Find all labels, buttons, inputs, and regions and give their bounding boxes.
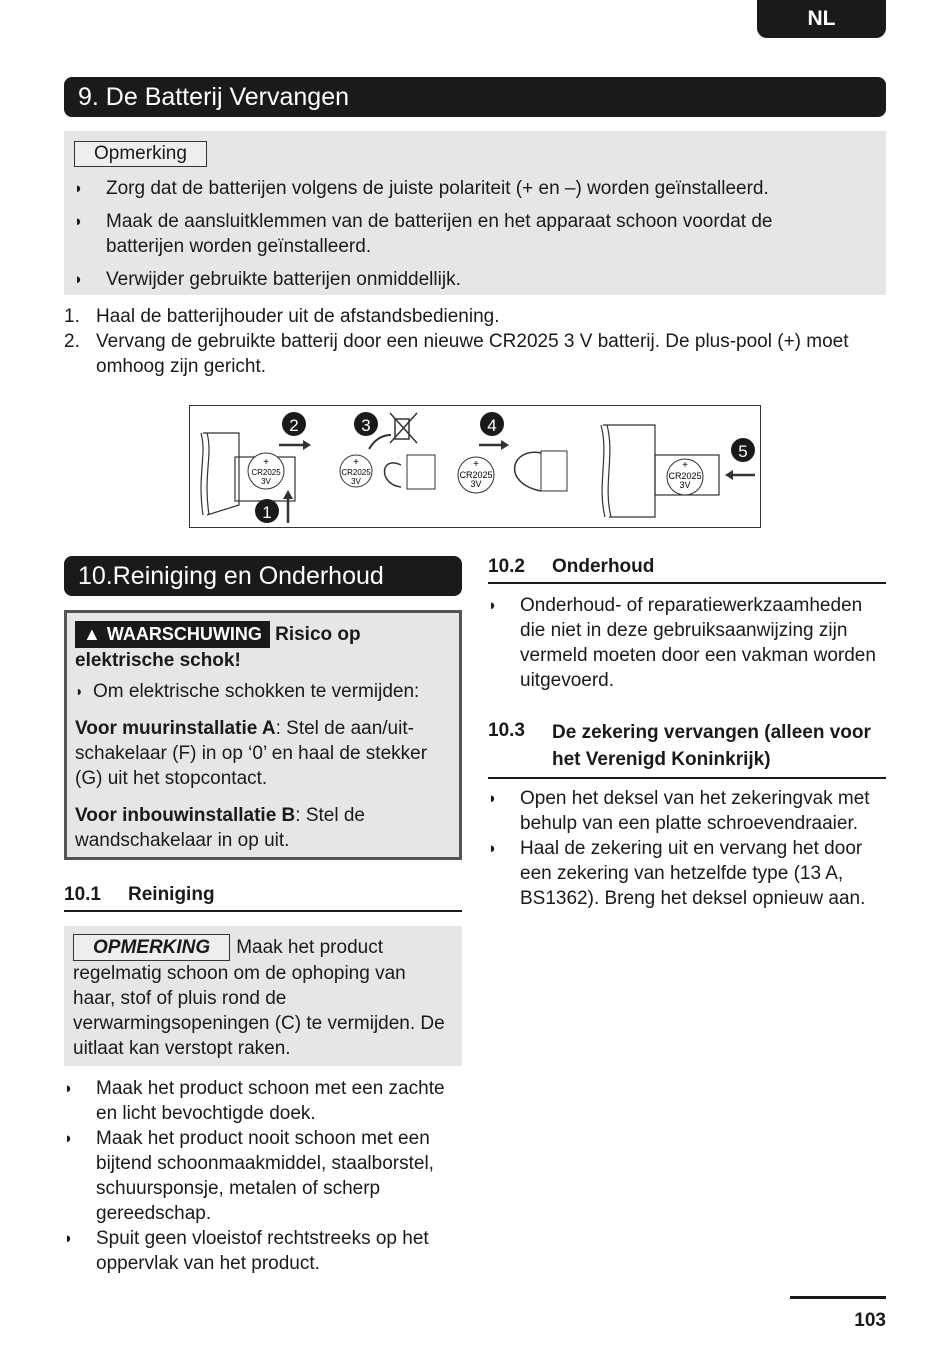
warning-title: Risico op elektrische schok! — [75, 624, 361, 671]
maintenance-item: ◗ Onderhoud- of reparatiewerkzaamheden die niet in deze gebruiksaanwijzing zijn vermeld moeten door een vakman worden uitgevoerd. — [488, 593, 886, 693]
cleaning-note-text: Maak het product regelmatig schoon om de ophoping van haar, stof of pluis rond de verwarmingsopeningen (C) te vermijden. De uitlaat kan verstopt raken. — [73, 937, 445, 1059]
maintenance-list — [488, 593, 886, 693]
callout-3-label: 3 — [361, 416, 371, 435]
battery-steps — [64, 304, 886, 379]
warning-icon: ▲ — [83, 624, 101, 644]
note-item: ◗ Verwijder gebruikte batterijen onmiddellijk. — [74, 267, 844, 292]
fuse-item: ◗ Haal de zekering uit en vervang het door een zekering van hetzelfde type (13 A, BS1362). Breng het deksel opnieuw aan. — [488, 836, 886, 911]
page-number: 103 — [854, 1310, 886, 1331]
subsection-10-2-heading — [488, 556, 886, 584]
plus-sign: + — [682, 460, 688, 471]
section-10-title: 10.Reiniging en Onderhoud — [64, 556, 462, 596]
section-9-note-box — [64, 131, 886, 295]
battery-voltage: 3V — [351, 477, 361, 486]
note-label: OPMERKING — [73, 934, 230, 961]
step-number: 2. — [64, 331, 80, 352]
step-number: 1. — [64, 306, 80, 327]
subsection-number: 10.3 — [488, 720, 525, 741]
subsection-number: 10.2 — [488, 556, 525, 577]
warning-box — [64, 610, 462, 860]
step-item — [64, 304, 886, 329]
plus-sign: + — [263, 457, 269, 468]
subsection-10-3-heading — [488, 720, 886, 779]
battery-replacement-figure — [189, 405, 761, 528]
language-tab: NL — [757, 0, 886, 38]
plus-sign: + — [473, 459, 479, 470]
battery-voltage: 3V — [261, 477, 271, 486]
builtin-installation-body: : Stel de wandschakelaar in op uit. — [75, 805, 365, 851]
wall-installation-text — [75, 716, 451, 791]
subsection-title: Reiniging — [128, 884, 215, 905]
note-item: ◗ Zorg dat de batterijen volgens de juiste polariteit (+ en –) worden geïnstalleerd. — [74, 176, 844, 201]
callout-5-label: 5 — [738, 442, 748, 461]
note-item: ◗ Maak de aansluitklemmen van de batterijen en het apparaat schoon voordat de batterijen worden geïnstalleerd. — [74, 209, 844, 259]
cleaning-item: ◗ Maak het product nooit schoon met een bijtend schoonmaakmiddel, staalborstel, schuursponsje, metalen of scherp gereedschap. — [64, 1126, 462, 1226]
step-text: Vervang de gebruikte batterij door een nieuwe CR2025 3 V batterij. De plus-pool (+) moet omhoog zijn gericht. — [96, 331, 849, 377]
builtin-installation-label: Voor inbouwinstallatie B — [75, 805, 296, 826]
footer-rule — [790, 1296, 886, 1299]
warning-bullet-text: Om elektrische schokken te vermijden: — [93, 681, 420, 702]
section-9-title: 9. De Batterij Vervangen — [64, 77, 886, 117]
wall-installation-body: : Stel de aan/uit-schakelaar (F) in op ‘0’ en haal de stekker (G) uit het stopcontact. — [75, 718, 428, 789]
note-label: Opmerking — [74, 141, 207, 167]
builtin-installation-text — [75, 803, 451, 853]
plus-sign: + — [353, 457, 359, 468]
callout-4-label: 4 — [487, 416, 497, 435]
fuse-item: ◗ Open het deksel van het zekeringvak met behulp van een platte schroevendraaier. — [488, 786, 886, 836]
fuse-list — [488, 786, 886, 911]
subsection-title: Onderhoud — [552, 556, 655, 577]
callout-1-label: 1 — [262, 503, 272, 522]
battery-label: CR2025 — [459, 470, 493, 480]
note-list — [74, 176, 844, 300]
cleaning-item: ◗ Spuit geen vloeistof rechtstreeks op het oppervlak van het product. — [64, 1226, 462, 1276]
battery-label: CR2025 — [341, 468, 371, 477]
battery-label: CR2025 — [668, 471, 702, 481]
step-item — [64, 329, 886, 379]
cleaning-item: ◗ Maak het product schoon met een zachte en licht bevochtigde doek. — [64, 1076, 462, 1126]
warning-tag — [75, 621, 270, 648]
warning-tag-label: WAARSCHUWING — [106, 624, 262, 644]
battery-voltage: 3V — [470, 479, 482, 489]
battery-voltage: 3V — [679, 480, 691, 490]
cleaning-list — [64, 1076, 462, 1276]
step-text: Haal de batterijhouder uit de afstandsbediening. — [96, 306, 500, 327]
subsection-title: De zekering vervangen (alleen voor het Verenigd Koninkrijk) — [552, 722, 871, 770]
wall-installation-label: Voor muurinstallatie A — [75, 718, 276, 739]
subsection-10-1-heading — [64, 884, 462, 912]
warning-bullet: ◗ Om elektrische schokken te vermijden: — [75, 681, 420, 702]
battery-label: CR2025 — [251, 468, 281, 477]
cleaning-note-box — [64, 926, 462, 1066]
callout-2-label: 2 — [289, 416, 299, 435]
subsection-number: 10.1 — [64, 884, 101, 905]
